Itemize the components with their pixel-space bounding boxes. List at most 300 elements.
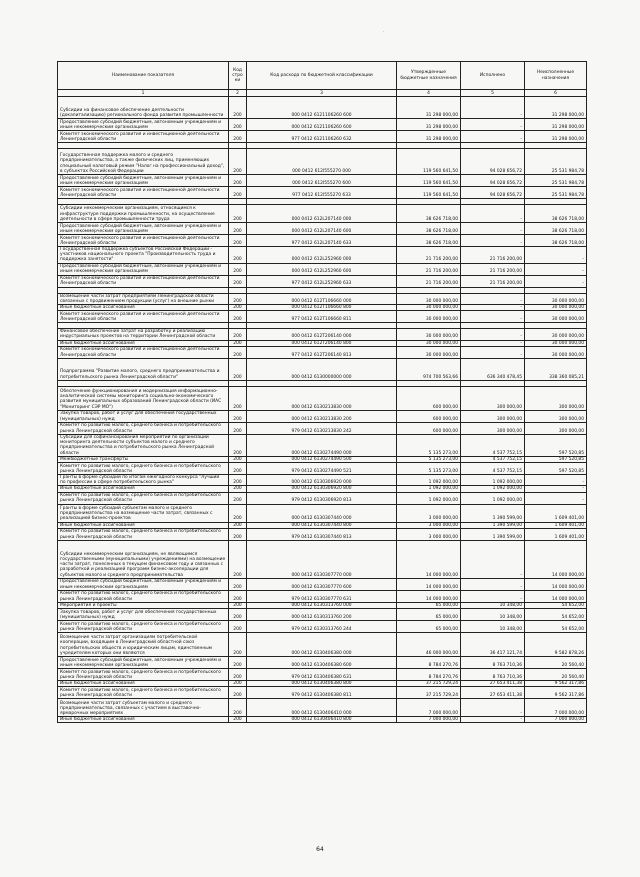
row-name: Предоставление субсидий бюджетным, автономным учреждениям и иным некоммерческим организациям xyxy=(58,657,229,669)
row-unexecuted: - xyxy=(525,275,587,287)
table-row xyxy=(58,205,587,223)
row-executed: 21 716 200,00 xyxy=(461,247,525,264)
row-budget-code: 979 0412 6130307770 631 xyxy=(247,590,397,602)
row-line-code: 200 xyxy=(229,263,247,275)
row-executed: - xyxy=(461,293,525,304)
row-unexecuted: 1 609 401,00 xyxy=(525,504,587,522)
row-name: Комитет экономического развития и инвестиционной деятельности Ленинградской области xyxy=(58,311,229,323)
row-name: Государственная поддержка субъектов Российской Федерации - участников национального проекта "Производительность труда и поддержка занятости" xyxy=(58,247,229,264)
table-row xyxy=(58,247,587,264)
row-approved: 7 000 000,00 xyxy=(397,699,461,717)
row-name: Гранты в форме субсидий субъектам малого и среднего предпринимательства на возмещение части затрат, связанных с реализацией бизнес-проектов xyxy=(58,504,229,522)
table-row xyxy=(58,609,587,621)
row-line-code: 200 xyxy=(229,522,247,528)
row-line-code: 200 xyxy=(229,275,247,287)
row-name: Обеспечение функционирования и модернизация информационно-аналитической системы мониторинга социально-экономического развития муниципальных образований Ленинградской области (ИАС "Мониторинг СЭР МО") xyxy=(58,386,229,410)
row-unexecuted: 25 531 984,78 xyxy=(525,175,587,187)
row-budget-code: 977 0412 6121106260 632 xyxy=(247,131,397,143)
row-budget-code: 000 0412 6130406380 800 xyxy=(247,681,397,687)
row-approved: 974 700 563,66 xyxy=(397,358,461,380)
row-budget-code: 979 0412 6130406380 631 xyxy=(247,669,397,681)
table-row xyxy=(58,410,587,422)
row-executed: 21 716 200,00 xyxy=(461,275,525,287)
row-budget-code: 977 0412 612T106660 811 xyxy=(247,311,397,323)
row-name: Межбюджетные трансферты xyxy=(58,456,229,462)
row-unexecuted: 14 000 000,00 xyxy=(525,578,587,590)
row-unexecuted: 38 626 718,00 xyxy=(525,235,587,247)
row-approved: 21 716 200,00 xyxy=(397,263,461,275)
row-approved: 37 215 729,24 xyxy=(397,687,461,699)
table-row xyxy=(58,119,587,131)
table-row xyxy=(58,346,587,358)
column-number: 1 xyxy=(58,90,229,97)
row-line-code: 200 xyxy=(229,540,247,578)
row-budget-code: 000 0412 612I555270 000 xyxy=(247,149,397,175)
row-budget-code: 977 0412 612L252960 633 xyxy=(247,275,397,287)
header-kbk: Код расхода по бюджетной классификации xyxy=(247,62,397,90)
row-unexecuted: 30 000 000,00 xyxy=(525,305,587,311)
row-approved: 600 000,00 xyxy=(397,410,461,422)
table-row xyxy=(58,263,587,275)
row-approved: 30 000 000,00 xyxy=(397,340,461,346)
row-unexecuted: 300 000,00 xyxy=(525,422,587,434)
row-name: Субсидии на финансовое обеспечение деятельности (докапитализацию) регионального фонда развития промышленности xyxy=(58,97,229,119)
row-executed: - xyxy=(461,235,525,247)
row-approved: 46 000 000,00 xyxy=(397,633,461,657)
row-unexecuted: 30 000 000,00 xyxy=(525,340,587,346)
row-executed: 1 390 599,00 xyxy=(461,504,525,522)
row-name: Иные бюджетные ассигнования xyxy=(58,522,229,528)
row-executed: 4 537 752,15 xyxy=(461,434,525,456)
row-budget-code: 979 0412 6130313760 244 xyxy=(247,621,397,633)
row-unexecuted: 30 000 000,00 xyxy=(525,346,587,358)
table-row xyxy=(58,187,587,199)
table-row xyxy=(58,386,587,410)
row-name: Субсидии для софинансирования мероприятий по организации мониторинга деятельности субъектов малого и среднего предпринимательства и потребительского рынка Ленинградской области xyxy=(58,434,229,456)
row-name: Возмещение части затрат предприятиям Ленинградской области связанных с продвижением продукции (услуг) на внешние рынки xyxy=(58,293,229,304)
row-budget-code: 000 0412 6130307440 800 xyxy=(247,522,397,528)
row-approved: 65 000,00 xyxy=(397,609,461,621)
row-line-code: 200 xyxy=(229,528,247,540)
row-executed: 1 092 000,00 xyxy=(461,492,525,504)
row-budget-code: 979 0412 6130406380 811 xyxy=(247,687,397,699)
row-line-code: 200 xyxy=(229,504,247,522)
row-unexecuted: 597 520,85 xyxy=(525,456,587,462)
row-line-code: 200 xyxy=(229,149,247,175)
row-line-code: 200 xyxy=(229,475,247,486)
row-budget-code: 979 0412 6130306920 813 xyxy=(247,492,397,504)
row-approved: 38 626 718,00 xyxy=(397,223,461,235)
row-line-code: 200 xyxy=(229,717,247,723)
column-number: 4 xyxy=(397,90,461,97)
row-executed: 10 348,00 xyxy=(461,621,525,633)
row-budget-code: 000 0412 612T206140 800 xyxy=(247,340,397,346)
row-name: Субсидии некоммерческим организациям, не являющимся государственными (муниципальными) учреждениями) на возмещение части затрат, понесенных в текущем финансовом году и связанных с разработкой и реализацией программ бизнес-акселерации для субъектов малого и среднего предпринимательства xyxy=(58,540,229,578)
row-executed: 300 000,00 xyxy=(461,386,525,410)
row-budget-code: 000 0412 6130307440 000 xyxy=(247,504,397,522)
row-line-code: 200 xyxy=(229,699,247,717)
row-unexecuted: 30 000 000,00 xyxy=(525,293,587,304)
row-approved: 600 000,00 xyxy=(397,386,461,410)
row-line-code: 200 xyxy=(229,235,247,247)
row-name: Предоставление субсидий бюджетным, автономным учреждениям и иным некоммерческим организациям xyxy=(58,223,229,235)
table-row xyxy=(58,633,587,657)
row-name: Субсидии некоммерческим организациям, относящимся к инфраструктуре поддержки промышленности, на осуществление деятельности в сфере промышленности труда xyxy=(58,205,229,223)
row-approved: 5 135 273,00 xyxy=(397,463,461,475)
row-name: Комитет экономического развития и инвестиционной деятельности Ленинградской области xyxy=(58,346,229,358)
row-unexecuted: 25 531 984,78 xyxy=(525,149,587,175)
row-line-code: 200 xyxy=(229,346,247,358)
row-unexecuted: 54 652,00 xyxy=(525,621,587,633)
row-unexecuted: 20 560,40 xyxy=(525,669,587,681)
table-body xyxy=(58,97,587,723)
row-unexecuted: 9 582 878,26 xyxy=(525,633,587,657)
row-unexecuted: 300 000,00 xyxy=(525,386,587,410)
row-executed: - xyxy=(461,311,525,323)
row-budget-code: 000 0412 6130213830 000 xyxy=(247,386,397,410)
row-name: Гранты в форме субсидий по итогам ежегодного конкурса "Лучший по профессии в сфере потребительского рынка" xyxy=(58,475,229,486)
row-budget-code: 000 0412 6130306920 800 xyxy=(247,486,397,492)
row-line-code: 200 xyxy=(229,205,247,223)
row-budget-code: 977 0412 612T206140 813 xyxy=(247,346,397,358)
row-budget-code: 979 0412 6130274490 521 xyxy=(247,463,397,475)
table-row xyxy=(58,275,587,287)
row-approved: 30 000 000,00 xyxy=(397,293,461,304)
row-executed: 300 000,00 xyxy=(461,422,525,434)
row-name: Закупка товаров, работ и услуг для обеспечения государственных (муниципальных) нужд xyxy=(58,609,229,621)
row-budget-code: 000 0412 6130406380 000 xyxy=(247,633,397,657)
row-executed: 10 348,00 xyxy=(461,602,525,608)
row-approved: 600 000,00 xyxy=(397,422,461,434)
table-row xyxy=(58,422,587,434)
row-unexecuted: 54 652,00 xyxy=(525,602,587,608)
row-budget-code: 000 0412 6130274490 000 xyxy=(247,434,397,456)
row-executed: - xyxy=(461,717,525,723)
table-header-row xyxy=(58,62,587,90)
row-executed: 36 417 121,74 xyxy=(461,633,525,657)
row-unexecuted: 31 298 000,00 xyxy=(525,119,587,131)
row-name: Возмещение части затрат субъектам малого и среднего предпринимательства, связанных с участием в выставочно-ярмарочных мероприятиях xyxy=(58,699,229,717)
row-budget-code: 000 0412 6130406410 000 xyxy=(247,699,397,717)
row-unexecuted: 338 360 085,21 xyxy=(525,358,587,380)
table-row xyxy=(58,717,587,723)
row-executed: 94 028 656,72 xyxy=(461,149,525,175)
row-executed: 10 348,00 xyxy=(461,609,525,621)
row-line-code: 200 xyxy=(229,340,247,346)
table-row xyxy=(58,504,587,522)
row-approved: 37 215 729,24 xyxy=(397,681,461,687)
row-line-code: 200 xyxy=(229,119,247,131)
budget-execution-table xyxy=(57,61,587,723)
table-row xyxy=(58,475,587,486)
row-budget-code: 000 0412 612I555270 600 xyxy=(247,175,397,187)
table-row xyxy=(58,540,587,578)
row-budget-code: 000 0412 6121106260 600 xyxy=(247,97,397,119)
row-executed: - xyxy=(461,346,525,358)
row-unexecuted: - xyxy=(525,486,587,492)
row-budget-code: 000 0412 612T206140 000 xyxy=(247,329,397,340)
table-row xyxy=(58,235,587,247)
column-number: 6 xyxy=(525,90,587,97)
row-line-code: 200 xyxy=(229,456,247,462)
table-row xyxy=(58,293,587,304)
row-approved: 21 716 200,00 xyxy=(397,275,461,287)
row-approved: 5 135 273,00 xyxy=(397,434,461,456)
column-number: 5 xyxy=(461,90,525,97)
row-executed: 1 092 000,00 xyxy=(461,486,525,492)
row-budget-code: 979 0412 6130213830 242 xyxy=(247,422,397,434)
row-approved: 38 626 718,00 xyxy=(397,235,461,247)
row-name: Предоставление субсидий бюджетным, автономным учреждениям и иным некоммерческим организациям xyxy=(58,119,229,131)
row-executed: - xyxy=(461,305,525,311)
row-approved: 65 000,00 xyxy=(397,621,461,633)
row-unexecuted: 1 609 401,00 xyxy=(525,522,587,528)
row-budget-code: 000 0412 6130307770 600 xyxy=(247,578,397,590)
table-row xyxy=(58,131,587,143)
row-executed: 636 340 478,45 xyxy=(461,358,525,380)
row-line-code: 200 xyxy=(229,681,247,687)
row-executed: 1 390 599,00 xyxy=(461,522,525,528)
row-name: Иные бюджетные ассигнования xyxy=(58,340,229,346)
row-name: Возмещение части затрат организациям потребительской кооперации, входящим в Ленинградский областной союз потребительских обществ и юридическим лицам, единственным учредителем которых они являются xyxy=(58,633,229,657)
row-unexecuted: 14 000 000,00 xyxy=(525,590,587,602)
table-row xyxy=(58,699,587,717)
table-row xyxy=(58,528,587,540)
row-executed: 94 028 656,72 xyxy=(461,187,525,199)
row-line-code: 200 xyxy=(229,97,247,119)
row-approved: 1 092 000,00 xyxy=(397,475,461,486)
row-name: Комитет экономического развития и инвестиционной деятельности Ленинградской области xyxy=(58,275,229,287)
row-unexecuted: 597 520,85 xyxy=(525,463,587,475)
row-unexecuted: 1 609 401,00 xyxy=(525,528,587,540)
row-approved: 14 000 000,00 xyxy=(397,590,461,602)
row-line-code: 200 xyxy=(229,463,247,475)
row-approved: 7 000 000,00 xyxy=(397,717,461,723)
row-line-code: 200 xyxy=(229,578,247,590)
table-row xyxy=(58,621,587,633)
scan-mark: · xyxy=(383,29,385,35)
row-name: Иные бюджетные ассигнования xyxy=(58,486,229,492)
row-line-code: 200 xyxy=(229,609,247,621)
row-line-code: 200 xyxy=(229,223,247,235)
row-executed: 94 028 656,72 xyxy=(461,175,525,187)
table-row xyxy=(58,578,587,590)
row-unexecuted: 7 000 000,00 xyxy=(525,699,587,717)
row-unexecuted: 14 000 000,00 xyxy=(525,540,587,578)
header-unexecuted: Неисполненные назначения xyxy=(525,62,587,90)
row-name: Комитет по развитию малого, среднего бизнеса и потребительского рынка Ленинградской области xyxy=(58,669,229,681)
row-approved: 31 298 000,00 xyxy=(397,131,461,143)
row-unexecuted: - xyxy=(525,263,587,275)
row-approved: 14 000 000,00 xyxy=(397,540,461,578)
table-row xyxy=(58,492,587,504)
row-executed: 4 537 752,15 xyxy=(461,456,525,462)
row-name: Закупка товаров, работ и услуг для обеспечения государственных (муниципальных) нужд xyxy=(58,410,229,422)
row-unexecuted: 30 000 000,00 xyxy=(525,311,587,323)
row-budget-code: 000 0412 612L252960 000 xyxy=(247,247,397,264)
row-budget-code: 977 0412 612L207140 633 xyxy=(247,235,397,247)
row-name: Комитет по развитию малого, среднего бизнеса и потребительского рынка Ленинградской области xyxy=(58,621,229,633)
row-executed: - xyxy=(461,329,525,340)
row-unexecuted: 38 626 718,00 xyxy=(525,205,587,223)
row-budget-code: 000 0412 6121106260 600 xyxy=(247,119,397,131)
row-approved: 38 626 718,00 xyxy=(397,205,461,223)
row-line-code: 200 xyxy=(229,422,247,434)
row-approved: 3 000 000,00 xyxy=(397,522,461,528)
row-approved: 14 000 000,00 xyxy=(397,578,461,590)
table-row xyxy=(58,358,587,380)
row-budget-code: 000 0412 612T106660 800 xyxy=(247,305,397,311)
column-number: 2 xyxy=(229,90,247,97)
row-line-code: 200 xyxy=(229,590,247,602)
row-unexecuted: 597 520,85 xyxy=(525,434,587,456)
row-approved: 3 000 000,00 xyxy=(397,504,461,522)
row-executed: - xyxy=(461,340,525,346)
column-number: 3 xyxy=(247,90,397,97)
row-line-code: 200 xyxy=(229,410,247,422)
row-unexecuted: 7 000 000,00 xyxy=(525,717,587,723)
row-approved: 30 000 000,00 xyxy=(397,329,461,340)
row-name: Комитет по развитию малого, среднего бизнеса и потребительского рынка Ленинградской области xyxy=(58,590,229,602)
row-name: Комитет экономического развития и инвестиционной деятельности Ленинградской области xyxy=(58,187,229,199)
row-executed: 21 716 200,00 xyxy=(461,263,525,275)
row-approved: 119 560 641,50 xyxy=(397,175,461,187)
row-unexecuted: 300 000,00 xyxy=(525,410,587,422)
row-approved: 8 784 270,76 xyxy=(397,657,461,669)
row-line-code: 200 xyxy=(229,311,247,323)
row-approved: 65 000,00 xyxy=(397,602,461,608)
row-executed: - xyxy=(461,578,525,590)
row-budget-code: 000 0412 612T106660 000 xyxy=(247,293,397,304)
row-approved: 30 000 000,00 xyxy=(397,305,461,311)
row-unexecuted: 25 531 984,78 xyxy=(525,187,587,199)
row-line-code: 200 xyxy=(229,657,247,669)
row-approved: 1 092 000,00 xyxy=(397,486,461,492)
row-executed: - xyxy=(461,97,525,119)
row-line-code: 200 xyxy=(229,492,247,504)
row-unexecuted: 30 000 000,00 xyxy=(525,329,587,340)
row-line-code: 200 xyxy=(229,247,247,264)
row-approved: 5 135 273,00 xyxy=(397,456,461,462)
row-name: Предоставление субсидий бюджетным, автономным учреждениям и иным некоммерческим организациям xyxy=(58,175,229,187)
row-name: Подпрограмма "Развитие малого, среднего предпринимательства и потребительского рынка Ленинградской области" xyxy=(58,358,229,380)
row-approved: 31 298 000,00 xyxy=(397,97,461,119)
row-budget-code: 000 0412 6130274490 500 xyxy=(247,456,397,462)
row-budget-code: 000 0412 6130307770 000 xyxy=(247,540,397,578)
table-row xyxy=(58,329,587,340)
row-line-code: 200 xyxy=(229,687,247,699)
row-unexecuted: 20 560,40 xyxy=(525,657,587,669)
row-budget-code: 977 0412 612I555270 633 xyxy=(247,187,397,199)
row-name: Иные бюджетные ассигнования xyxy=(58,681,229,687)
row-approved: 3 000 000,00 xyxy=(397,528,461,540)
row-unexecuted: - xyxy=(525,247,587,264)
row-budget-code: 000 0412 6130406410 800 xyxy=(247,717,397,723)
row-executed: 1 092 000,00 xyxy=(461,475,525,486)
row-budget-code: 000 0412 6130313760 000 xyxy=(247,602,397,608)
table-row xyxy=(58,463,587,475)
row-line-code: 200 xyxy=(229,329,247,340)
row-unexecuted: 9 562 317,86 xyxy=(525,681,587,687)
header-approved: Утвержденные бюджетные назначения xyxy=(397,62,461,90)
page-number: 64 xyxy=(316,846,324,853)
row-approved: 8 784 270,76 xyxy=(397,669,461,681)
column-number-row xyxy=(58,90,587,97)
row-approved: 21 716 200,00 xyxy=(397,247,461,264)
row-name: Мероприятия и проекты xyxy=(58,602,229,608)
row-name: Предоставление субсидий бюджетным, автономным учреждениям и иным некоммерческим организациям xyxy=(58,263,229,275)
row-budget-code: 000 0412 6130306920 000 xyxy=(247,475,397,486)
row-approved: 31 298 000,00 xyxy=(397,119,461,131)
header-executed: Исполнено xyxy=(461,62,525,90)
table-row xyxy=(58,590,587,602)
row-executed: - xyxy=(461,119,525,131)
row-approved: 119 560 641,50 xyxy=(397,187,461,199)
row-budget-code: 979 0412 6130307440 813 xyxy=(247,528,397,540)
row-name: Комитет по развитию малого, среднего бизнеса и потребительского рынка Ленинградской области xyxy=(58,422,229,434)
row-executed: 8 763 710,36 xyxy=(461,657,525,669)
table-row xyxy=(58,175,587,187)
row-budget-code: 000 0412 6130000000 000 xyxy=(247,358,397,380)
row-line-code: 200 xyxy=(229,358,247,380)
table-row xyxy=(58,657,587,669)
row-line-code: 200 xyxy=(229,434,247,456)
row-executed: - xyxy=(461,699,525,717)
row-line-code: 200 xyxy=(229,669,247,681)
row-approved: 1 092 000,00 xyxy=(397,492,461,504)
row-line-code: 200 xyxy=(229,293,247,304)
row-budget-code: 000 0412 612L207140 600 xyxy=(247,223,397,235)
row-line-code: 200 xyxy=(229,486,247,492)
row-name: Государственная поддержка малого и среднего предпринимательства, а также физических лиц, применяющих специальный налоговый режим "Налог на профессиональный доход", в субъектах Российской Федерации xyxy=(58,149,229,175)
row-budget-code: 000 0412 6130213830 200 xyxy=(247,410,397,422)
row-executed: 27 653 411,38 xyxy=(461,687,525,699)
row-approved: 119 560 641,50 xyxy=(397,149,461,175)
row-executed: - xyxy=(461,540,525,578)
row-budget-code: 000 0412 6130406380 600 xyxy=(247,657,397,669)
row-executed: - xyxy=(461,205,525,223)
table-row xyxy=(58,223,587,235)
header-name: Наименование показателя xyxy=(58,62,229,90)
row-approved: 30 000 000,00 xyxy=(397,346,461,358)
row-unexecuted: 38 626 718,00 xyxy=(525,223,587,235)
row-executed: 1 390 599,00 xyxy=(461,528,525,540)
row-name: Комитет экономического развития и инвестиционной деятельности Ленинградской области xyxy=(58,235,229,247)
table-row xyxy=(58,687,587,699)
row-executed: 8 763 710,36 xyxy=(461,669,525,681)
row-name: Иные бюджетные ассигнования xyxy=(58,717,229,723)
row-line-code: 200 xyxy=(229,187,247,199)
table-row xyxy=(58,669,587,681)
row-executed: - xyxy=(461,590,525,602)
row-line-code: 200 xyxy=(229,602,247,608)
row-unexecuted: 31 298 000,00 xyxy=(525,97,587,119)
row-unexecuted: 54 652,00 xyxy=(525,609,587,621)
row-name: Комитет по развитию малого, среднего бизнеса и потребительского рынка Ленинградской области xyxy=(58,492,229,504)
row-name: Комитет по развитию малого, среднего бизнеса и потребительского рынка Ленинградской области xyxy=(58,463,229,475)
row-line-code: 200 xyxy=(229,305,247,311)
row-name: Комитет экономического развития и инвестиционной деятельности Ленинградской области xyxy=(58,131,229,143)
row-line-code: 200 xyxy=(229,386,247,410)
row-line-code: 200 xyxy=(229,131,247,143)
row-name: Финансовое обеспечение затрат на разработку и реализацию индустриальных проектов на территории Ленинградской области xyxy=(58,329,229,340)
header-code: Код стро ки xyxy=(229,62,247,90)
table-row xyxy=(58,434,587,456)
row-line-code: 200 xyxy=(229,621,247,633)
row-line-code: 200 xyxy=(229,175,247,187)
row-unexecuted: 9 562 317,86 xyxy=(525,687,587,699)
row-executed: - xyxy=(461,131,525,143)
